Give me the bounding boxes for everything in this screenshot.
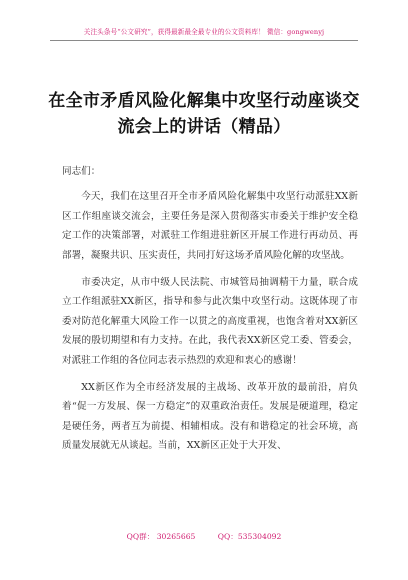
document-title: 在全市矛盾风险化解集中攻坚行动座谈交流会上的讲话（精品） [48,91,360,137]
document-body [62,162,358,464]
footer-qq-group: QQ群： 30265665 [126,532,196,541]
salutation: 同志们： [62,166,101,177]
footer [50,531,358,542]
footer-qq: QQ：535304092 [217,532,282,541]
header-banner: 关注头条号“公文研究”，获得最新最全最专业的公文资料库！ 微信：gongwenyj [83,28,325,36]
header-rule [50,40,358,41]
paragraph-1: 今天，我们在这里召开全市矛盾风险化解集中攻坚行动派驻XX新区工作组座谈交流会，主要任务是深入贯彻落实市委关于维护安全稳定工作的决策部署，对派驻工作组进驻新区开展工作进行再动员、再部署，凝聚共识、压实责任，共同打好这场矛盾风险化解的攻坚战。 [62,191,358,261]
paragraph-3: XX新区作为全市经济发展的主战场、改革开放的最前沿，肩负着“促一方发展、保一方稳定”的双重政治责任。发展是硬道理，稳定是硬任务，两者互为前提、相辅相成。没有和谐稳定的社会环境，高质量发展就无从谈起。当前，XX新区正处于大开发、 [62,382,358,452]
paragraph-2: 市委决定，从市中级人民法院、市城管局抽调精干力量，联合成立工作组派驻XX新区，指导和参与此次集中攻坚行动。这既体现了市委对防范化解重大风险工作一以贯之的高度重视，也饱含着对XX新区发展的殷切期望和有力支持。在此，我代表XX新区党工委、管委会，对派驻工作组的各位同志表示热烈的欢迎和衷心的感谢！ [62,277,358,366]
